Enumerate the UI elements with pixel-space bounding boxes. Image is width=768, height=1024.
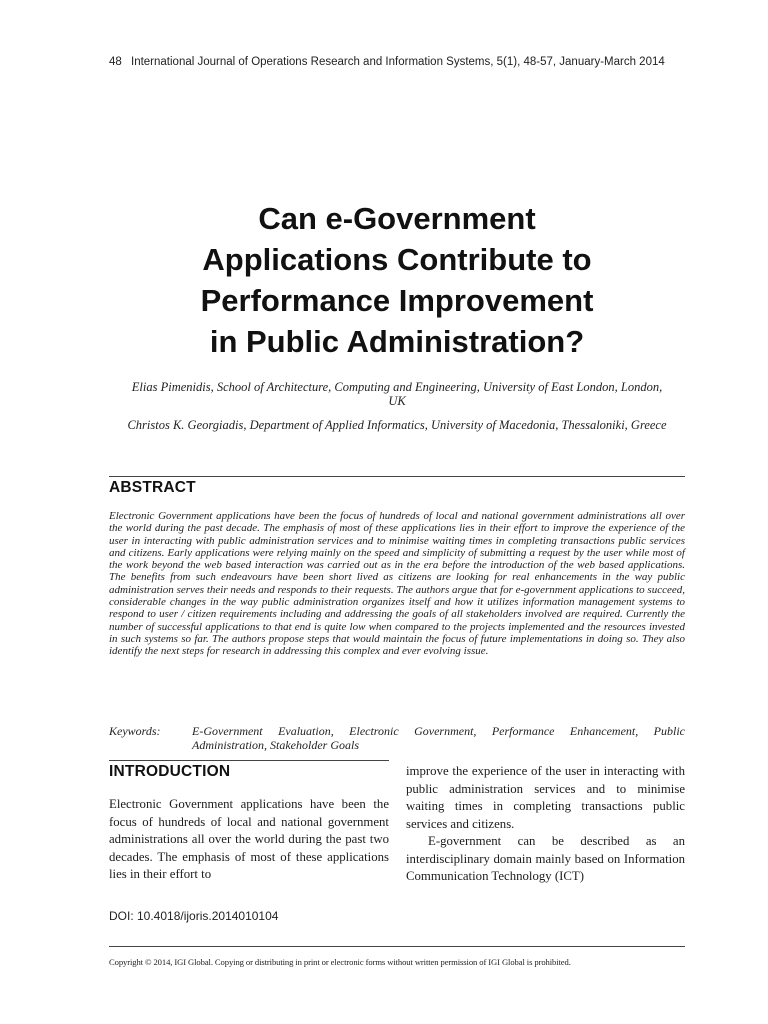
title-line: Applications Contribute to (202, 242, 592, 277)
body-paragraph: improve the experience of the user in interacting with public administration services and to minimise waiting times in completing transactions public services and citizens. (406, 764, 685, 831)
body-paragraph: E-government can be described as an interdisciplinary domain mainly based on Information Communication Technology (ICT) (406, 834, 685, 883)
divider (109, 946, 685, 947)
title-line: Performance Improvement (200, 283, 594, 318)
keywords (109, 724, 685, 752)
introduction-heading: INTRODUCTION (109, 763, 231, 780)
journal-citation: International Journal of Operations Research and Information Systems, 5(1), 48-57, January-March 2014 (131, 56, 665, 68)
divider (109, 760, 389, 761)
doi: DOI: 10.4018/ijoris.2014010104 (109, 909, 279, 923)
body-column-right (406, 763, 685, 886)
keywords-label: Keywords: (109, 724, 161, 738)
body-paragraph: Electronic Government applications have been the focus of hundreds of local and national government administrations all over the world during the past two decades. The emphasis of most of these applications lies in their effort to (109, 797, 389, 881)
paper-title (109, 198, 685, 362)
abstract-heading: ABSTRACT (109, 479, 196, 496)
body-column-left (109, 796, 389, 884)
running-header (109, 56, 689, 68)
author-affiliation: Christos K. Georgiadis, Department of Applied Informatics, University of Macedonia, Thessaloniki, Greece (127, 418, 667, 432)
copyright-notice: Copyright © 2014, IGI Global. Copying or distributing in print or electronic forms without written permission of IGI Global is prohibited. (109, 957, 571, 967)
divider (109, 476, 685, 477)
author-affiliation: Elias Pimenidis, School of Architecture, Computing and Engineering, University of East London, London, UK (131, 380, 663, 408)
abstract-text: Electronic Government applications have been the focus of hundreds of local and national government administrations all over the world during the past decade. The emphasis of most of these applications lies in their effort to improve the experience of the user in interacting with public administration services and to minimise waiting times in completing transactions public services and citizens. Early applications were relying mainly on the speed and simplicity of submitting a request by the user while most of the work beyond the web based interaction was carried out as in the era before the introduction of the web based applications. The benefits from such endeavours have been short lived as citizens are looking for real enhancements in the way public administration serves their needs and responds to their requests. The authors argue that for e-government applications to succeed, considerable changes in the way public administration organizes itself and how it utilizes information management systems to respond to user / citizen requirements including and addressing the goals of all stakeholders involved are required. Currently the number of successful applications to that end is quite low when compared to the projects implemented and the resources invested in such systems so far. The authors propose steps that would maintain the focus of future implementations in doing so. They also identify the next steps for research in addressing this complex and ever evolving issue. (109, 510, 685, 658)
page-number: 48 (109, 56, 122, 68)
title-line: Can e-Government (258, 201, 536, 236)
keywords-text: E-Government Evaluation, Electronic Government, Performance Enhancement, Public Administration, Stakeholder Goals (192, 724, 685, 752)
title-line: in Public Administration? (209, 324, 585, 359)
